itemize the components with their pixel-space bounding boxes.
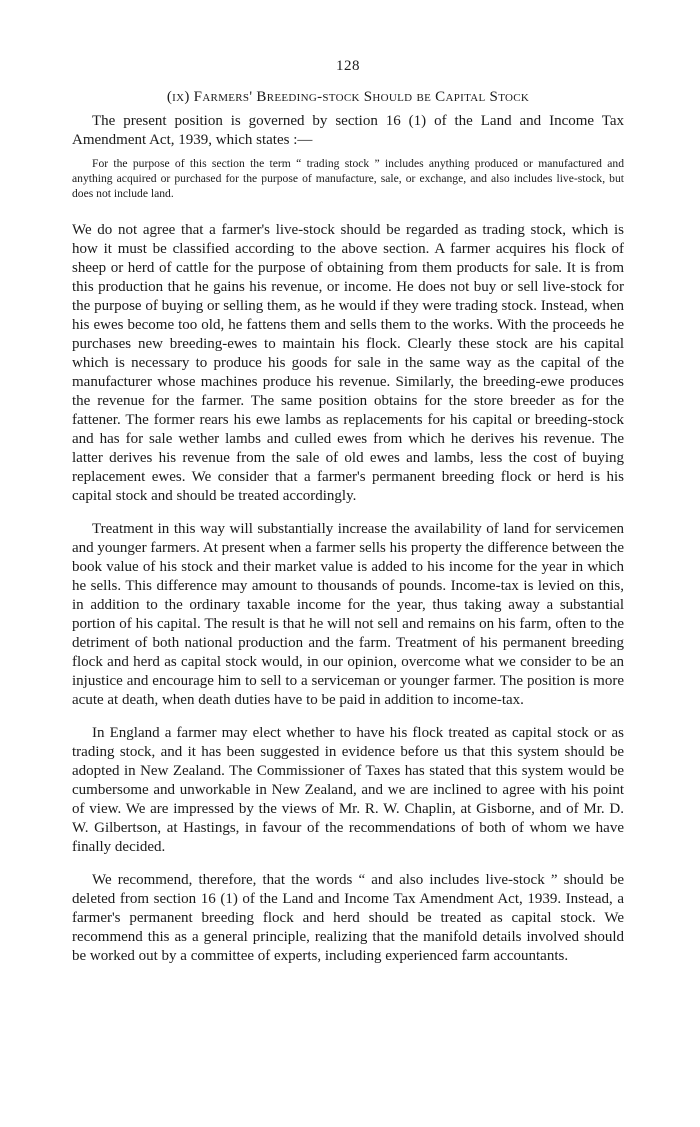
- intro-paragraph: The present position is governed by section 16 (1) of the Land and Income Tax Amendment Act, 1939, which states :—: [72, 113, 624, 148]
- paragraph-land-availability: Treatment in this way will substantially increase the availability of land for servicemen and younger farmers. At present when a farmer sells his property the difference between the book value of his stock and their market value is added to his income for the year in which he sells. This difference may amount to thousands of pounds. Income-tax is levied on this, in addition to the ordinary taxable income for the year, thus taking away a substantial portion of his capital. The result is that he will not sell and remains on his farm, often to the detriment of both national production and the farm. Treatment of his permanent breeding flock and herd as capital stock would, in our opinion, overcome what we consider to be an injustice and encourage him to sell to a serviceman or younger farmer. The position is more acute at death, when death duties have to be paid in addition to income-tax.: [72, 521, 624, 708]
- quoted-statute: For the purpose of this section the term “ trading stock ” includes anything produced or manufactured and anything acquired or purchased for the purpose of manufacture, sale, or exchange, and also includes live-stock, but does not include land.: [72, 157, 624, 200]
- page-number: 128: [336, 58, 360, 74]
- paragraph-recommendation: We recommend, therefore, that the words “ and also includes live-stock ” should be deleted from section 16 (1) of the Land and Income Tax Amendment Act, 1939. Instead, a farmer's permanent breeding flock and herd should be treated as capital stock. We recommend this as a general principle, realizing that the manifold details involved should be worked out by a committee of experts, including experienced farm accountants.: [72, 872, 624, 964]
- document-page: [72, 0, 624, 966]
- paragraph-england-system: In England a farmer may elect whether to have his flock treated as capital stock or as trading stock, and it has been suggested in evidence before us that this system should be adopted in New Zealand. The Commissioner of Taxes has stated that this system would be cumbersome and unworkable in New Zealand, and we are inclined to agree with his point of view. We are impressed by the views of Mr. R. W. Chaplin, at Gisborne, and of Mr. D. W. Gilbertson, at Hastings, in favour of the recommendations of both of whom we have finally decided.: [72, 725, 624, 855]
- paragraph-livestock-classification: We do not agree that a farmer's live-stock should be regarded as trading stock, which is how it must be classified according to the above section. A farmer acquires his flock of sheep or herd of cattle for the purpose of obtaining from them products for sale. It is from this production that he gains his revenue, or income. He does not buy or sell live-stock for the purpose of buying or selling them, as he would if they were trading stock. Instead, when his ewes become too old, he fattens them and sells them to the works. With the proceeds he purchases new breeding-ewes to maintain his flock. Clearly these stock are his capital which is necessary to produce his goods for sale in the same way as the capital of the manufacturer whose machines produce his revenue. Similarly, the breeding-ewe produces the revenue for the farmer. The same position obtains for the store breeder as for the fattener. The former rears his ewe lambs as replacements for his capital or breeding-stock and has for sale wether lambs and culled ewes from which he derives his revenue. The latter derives his revenue from the sale of old ewes and lambs, less the cost of buying replacement ewes. We consider that a farmer's permanent breeding flock or herd is his capital stock and should be treated accordingly.: [72, 222, 624, 504]
- section-heading: [72, 89, 624, 106]
- section-heading-text: (ix) Farmers' Breeding-stock Should be Capital Stock: [166, 89, 530, 105]
